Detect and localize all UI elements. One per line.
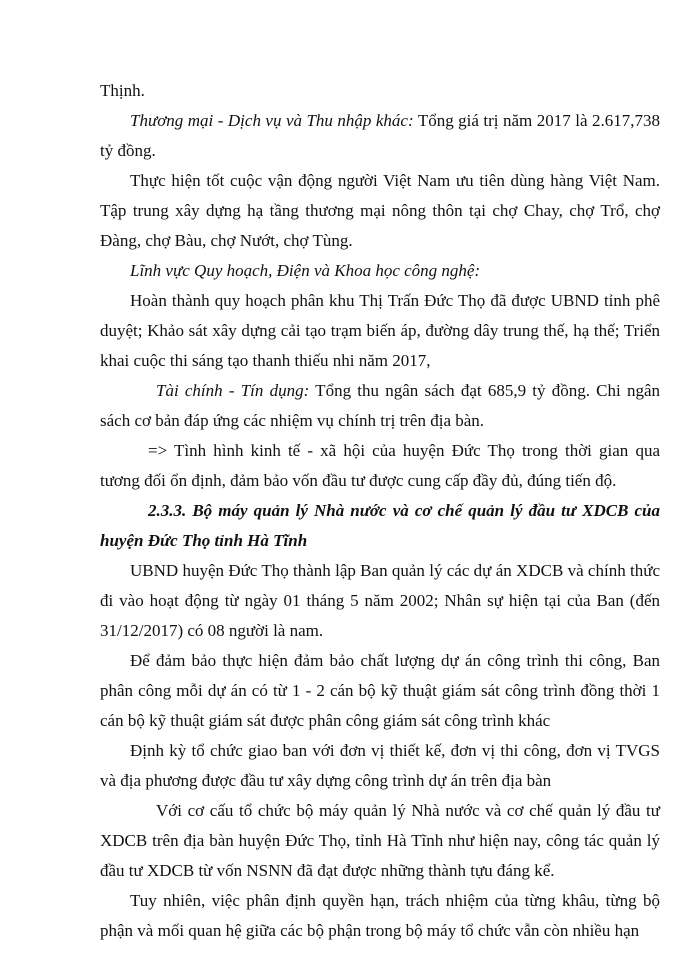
paragraph-trade-services	[100, 106, 660, 166]
paragraph-continuation	[100, 76, 660, 106]
paragraph-planning	[100, 286, 660, 376]
paragraph-vietnamese-goods	[100, 166, 660, 256]
paragraph-text: Tuy nhiên, việc phân định quyền hạn, trách nhiệm của từng khâu, từng bộ phận và mối quan hệ giữa các bộ phận trong bộ máy tổ chức vẫn còn nhiều hạn	[100, 891, 660, 940]
paragraph-finance	[100, 376, 660, 436]
paragraph-text: Tổng giá trị năm 2017 là 2.617,738 tỷ đồng.	[100, 111, 660, 160]
paragraph-achievements	[100, 796, 660, 886]
section-label-finance: Tài chính - Tín dụng:	[156, 381, 310, 400]
paragraph-text: Với cơ cấu tổ chức bộ máy quản lý Nhà nước và cơ chế quản lý đầu tư XDCB trên địa bàn huyện Đức Thọ, tỉnh Hà Tĩnh như hiện nay, công tác quản lý đầu tư XDCB từ vốn NSNN đã đạt được những thành tựu đáng kể.	[100, 801, 660, 880]
paragraph-management-board	[100, 556, 660, 646]
paragraph-text: UBND huyện Đức Thọ thành lập Ban quản lý các dự án XDCB và chính thức đi vào hoạt động từ ngày 01 tháng 5 năm 2002; Nhân sự hiện tại của Ban (đến 31/12/2017) có 08 người là nam.	[100, 561, 660, 640]
paragraph-periodic-meetings	[100, 736, 660, 796]
paragraph-text: Thực hiện tốt cuộc vận động người Việt Nam ưu tiên dùng hàng Việt Nam. Tập trung xây dựng hạ tầng thương mại nông thôn tại chợ Chay, chợ Trổ, chợ Đàng, chợ Bàu, chợ Nướt, chợ Tùng.	[100, 171, 660, 250]
paragraph-summary	[100, 436, 660, 496]
paragraph-text: Tổng thu ngân sách đạt 685,9 tỷ đồng. Chi ngân sách cơ bản đáp ứng các nhiệm vụ chính trị trên địa bàn.	[100, 381, 660, 430]
paragraph-text: Để đảm bảo thực hiện đảm bảo chất lượng dự án công trình thi công, Ban phân công mỗi dự án có từ 1 - 2 cán bộ kỹ thuật giám sát công trình đồng thời 1 cán bộ kỹ thuật giám sát được phân công giám sát công trình khác	[100, 651, 660, 730]
paragraph-quality-assurance	[100, 646, 660, 736]
section-heading	[100, 496, 660, 556]
paragraph-text: Thịnh.	[100, 81, 145, 100]
section-label-trade: Thương mại - Dịch vụ và Thu nhập khác:	[130, 111, 414, 130]
heading-text: 2.3.3. Bộ máy quản lý Nhà nước và cơ chế quản lý đầu tư XDCB của huyện Đức Thọ tỉnh Hà Tĩnh	[100, 501, 660, 550]
paragraph-text: Định kỳ tổ chức giao ban với đơn vị thiết kế, đơn vị thi công, đơn vị TVGS và địa phương được đầu tư xây dựng công trình dự án trên địa bàn	[100, 741, 660, 790]
section-label-planning: Lĩnh vực Quy hoạch, Điện và Khoa học công nghệ:	[130, 261, 481, 280]
paragraph-text: Hoàn thành quy hoạch phân khu Thị Trấn Đức Thọ đã được UBND tỉnh phê duyệt; Khảo sát xây dựng cải tạo trạm biến áp, đường dây trung thế, hạ thế; Triển khai cuộc thi sáng tạo thanh thiếu nhi năm 2017,	[100, 291, 660, 370]
paragraph-limitations	[100, 886, 660, 946]
paragraph-planning-label	[100, 256, 660, 286]
paragraph-text: => Tình hình kinh tế - xã hội của huyện Đức Thọ trong thời gian qua tương đối ổn định, đảm bảo vốn đầu tư được cung cấp đầy đủ, đúng tiến độ.	[100, 441, 660, 490]
